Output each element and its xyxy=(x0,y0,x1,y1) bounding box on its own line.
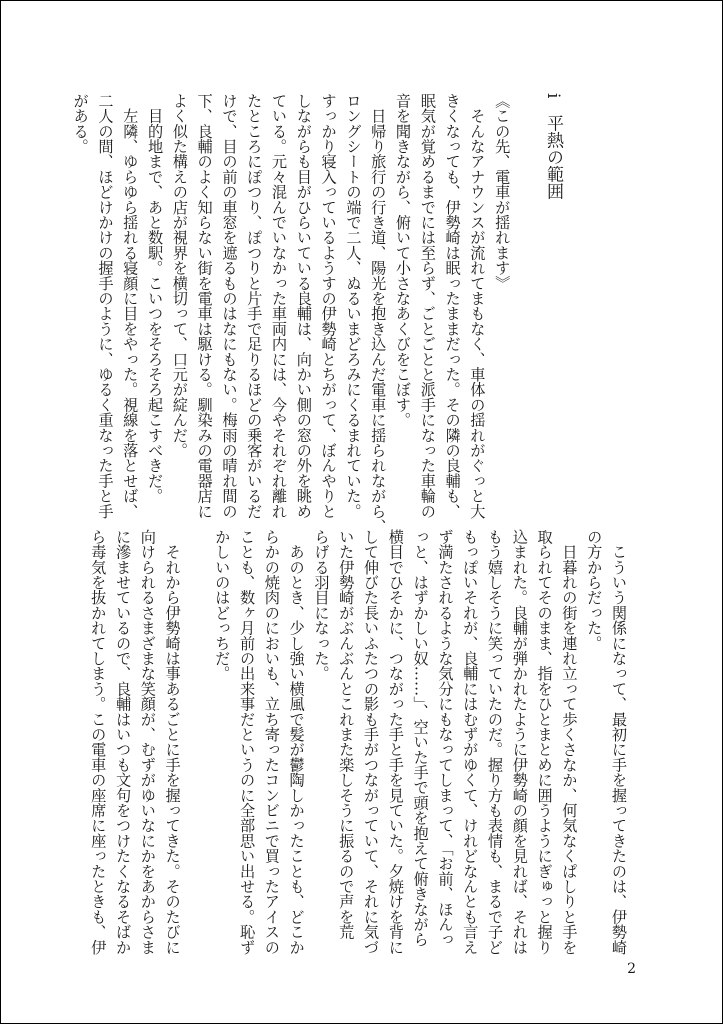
text-line: らげる羽目になった。 xyxy=(312,529,331,681)
text-line: して伸びた長いふたつの影も手がつながっていて、それに気づ xyxy=(362,529,381,955)
blank-line xyxy=(185,529,210,937)
text-line: けで、目の前の車窓を遮るものはなにもない。梅雨の晴れ間の xyxy=(220,93,239,519)
text-line: こういう関係になって、最初に手を握ってきたのは、伊勢崎 xyxy=(610,529,628,955)
text-line: あのとき、少し強い横風で髪が鬱陶しかったことも、どこか xyxy=(287,529,306,955)
text-line: 日暮れの街を連れ立って歩くさなか、何気なくぱしりと手を xyxy=(560,529,579,955)
text-line: に滲ませているので、良輔はいつも文句をつけたくなるそばか xyxy=(114,529,133,955)
text-line: ロングシートの端で二人、ぬるいまどろみにくるまれていた。 xyxy=(344,93,363,519)
text-line: よく似た構えの店が視界を横切って、口元が綻んだ。 xyxy=(170,93,189,458)
text-line: っと、はずかしい奴……」、空いた手で頭を抱えて俯きながら xyxy=(411,529,430,947)
text-line: いた伊勢崎がぶんぶんとこれまた楽しそうに振るので声を荒 xyxy=(337,529,356,940)
text-line: ら毒気を抜かれてしまう。この電車の座席に座ったときも、伊 xyxy=(89,529,108,955)
text-line: 音を聞きながら、俯いて小さなあくびをこぼす。 xyxy=(394,93,413,428)
chapter-heading xyxy=(540,93,565,513)
text-line: 二人の間、ほどけかけの握手のように、ゆるく重なった手と手 xyxy=(96,93,115,519)
text-line: すっかり寝入っているようすの伊勢崎とちがって、ぼんやりと xyxy=(319,93,338,519)
text-line: 眠気が覚めるまでには至らず、ごとごとと派手になった車輪の xyxy=(418,93,437,519)
text-line: 目的地まで、あと数駅。こいつをそろそろ起こすべきだ。 xyxy=(146,93,165,504)
text-line: らかの焼肉のにおいも、立ち寄ったコンビニで買ったアイスの xyxy=(262,529,281,955)
page-number: 2 xyxy=(627,961,636,977)
text-line: ず満たされるような気分にもなってしまって、「お前、ほんっ xyxy=(436,529,455,947)
text-line: 横目でひそかに、つながった手と手を見ていた。夕焼けを背に xyxy=(386,529,405,955)
text-line: もう嬉しそうに笑っていたのだ。握り方も表情も、まるで子ど xyxy=(486,529,505,955)
text-line: 下、良輔のよく知らない街を電車は駆ける。馴染みの電器店に xyxy=(195,93,214,519)
text-line: そんなアナウンスが流れてまもなく、車体の揺れがぐっと大 xyxy=(468,93,487,519)
text-line: 《この先、電車が揺れます》 xyxy=(493,93,512,291)
text-line: もっぽいそれが、良輔にはむずがゆくて、けれどなんとも言え xyxy=(461,529,480,955)
text-line: 取られてそのまま、指をひとまとめに囲うようにぎゅっと握り xyxy=(535,529,554,955)
text-line: かしいのはどっちだ。 xyxy=(213,529,232,681)
upper-text-block xyxy=(68,93,565,534)
chapter-title: 平熱の範囲 xyxy=(543,114,563,200)
text-line: 込まれた。良輔が弾かれたように伊勢崎の顔を見れば、それは xyxy=(510,529,529,955)
text-line: 向けられるさまざまな笑顔が、むずがゆいなにかをあからさま xyxy=(138,529,157,955)
text-line: それから伊勢崎は事あるごとに手を握ってきた。そのたびに xyxy=(163,529,182,955)
text-line: きくなっても、伊勢崎は眠ったままだった。その隣の良輔も、 xyxy=(443,93,462,519)
text-line: の方からだった。 xyxy=(585,529,604,651)
text-line: ことも、数ヶ月前の出来事だというのに全部思い出せる。恥ず xyxy=(238,529,257,955)
text-line: たところにぽつり、ぽつりと片手で足りるほどの乗客がいるだ xyxy=(245,93,264,519)
text-line: ている。元々混んでいなかった車両内には、今やそれぞれ離れ xyxy=(270,93,289,519)
text-line: 左隣、ゆらゆら揺れる寝顔に目をやった。視線を落とせば、 xyxy=(121,93,140,519)
chapter-number: i xyxy=(543,93,563,99)
text-line: しながらも目がひらいている良輔は、向かい側の窓の外を眺め xyxy=(294,93,313,519)
text-line: 日帰り旅行の行き道、陽光を抱き込んだ電車に揺られながら、 xyxy=(369,93,388,534)
lower-text-block xyxy=(85,529,631,955)
text-line: がある。 xyxy=(71,93,90,154)
